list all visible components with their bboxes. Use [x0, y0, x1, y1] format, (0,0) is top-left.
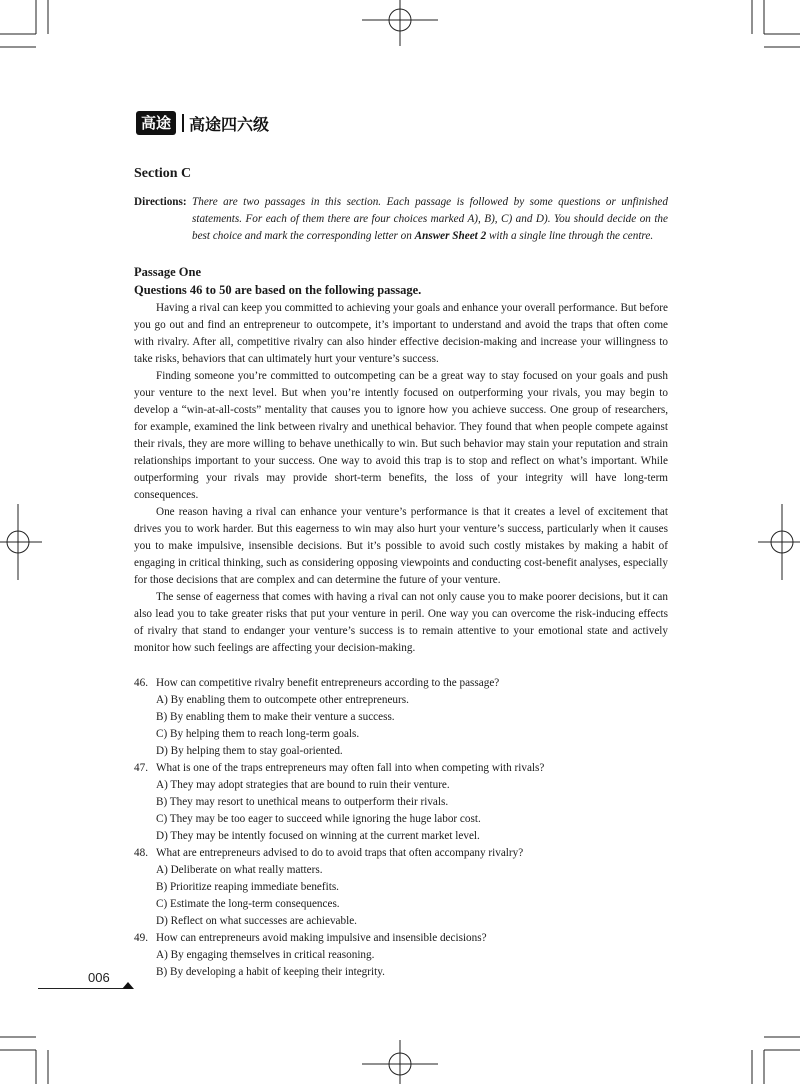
page-content: [134, 164, 668, 981]
directions-text-part: with a single line through the centre.: [486, 230, 654, 242]
option-d[interactable]: D) They may be intently focused on winning at the current market level.: [156, 830, 480, 842]
question-number: 48.: [134, 847, 148, 859]
passage-paragraph: Finding someone you’re committed to outcompeting can be a great way to stay focused on your goals and push your venture to the next level. But when you’re intently focused on outperforming your rivals, you may begin to develop a “win-at-all-costs” mentality that causes you to ignore how you achieve success. One group of researchers, for example, examined the link between rivalry and unethical behavior. They found that when people compete against their rivals, they are more willing to behave unethically to win. But such behavior may stain your reputation and strain relationships important to your success. One way to avoid this trap is to stop and reflect on what’s important. While outperforming your rivals may provide short-term benefits, the loss of your integrity will have long-term consequences.: [134, 370, 668, 501]
header-divider: [182, 114, 184, 132]
question-47: [134, 760, 668, 777]
question-text: How can competitive rivalry benefit entrepreneurs according to the passage?: [156, 677, 500, 689]
option-a[interactable]: A) Deliberate on what really matters.: [156, 864, 323, 876]
option-b[interactable]: B) By enabling them to make their venture a success.: [156, 711, 395, 723]
question-text: How can entrepreneurs avoid making impulsive and insensible decisions?: [156, 932, 487, 944]
option-b[interactable]: B) By developing a habit of keeping their integrity.: [156, 966, 385, 978]
brand-title: 高途四六级: [189, 114, 270, 134]
option-c[interactable]: C) They may be too eager to succeed while ignoring the huge labor cost.: [156, 813, 481, 825]
brand-logo: 高途: [136, 111, 176, 135]
triangle-icon: [122, 982, 134, 989]
footer-rule: [38, 988, 124, 989]
option-c[interactable]: C) By helping them to reach long-term goals.: [156, 728, 360, 740]
option-d[interactable]: D) Reflect on what successes are achievable.: [156, 915, 357, 927]
directions: [134, 194, 668, 245]
page-footer: [38, 970, 133, 992]
passage-title: Passage One: [134, 265, 202, 279]
section-title: Section C: [134, 166, 192, 181]
directions-text-part: There are two passages in this section. Each passage is followed by some questions or unfinished statements. For each of them there are four choices marked A), B), C) and D). You should decide on the best choice and mark the corresponding letter on: [192, 196, 668, 242]
option-b[interactable]: B) Prioritize reaping immediate benefits.: [156, 881, 339, 893]
question-list: [134, 675, 668, 981]
question-text: What are entrepreneurs advised to do to avoid traps that often accompany rivalry?: [156, 847, 524, 859]
question-48: [134, 845, 668, 862]
passage-paragraph: The sense of eagerness that comes with having a rival can not only cause you to make poorer decisions, but it can also lead you to take greater risks that put your venture in peril. One way you can overcome the risk-inducing effects of rivalry that stand to endanger your venture’s success is to remain attentive to your emotional state and actively monitor how such feelings are affecting your decision-making.: [134, 591, 668, 654]
directions-text: [192, 194, 668, 245]
question-number: 49.: [134, 932, 148, 944]
option-b[interactable]: B) They may resort to unethical means to outperform their rivals.: [156, 796, 449, 808]
option-a[interactable]: A) By enabling them to outcompete other entrepreneurs.: [156, 694, 409, 706]
question-49: [134, 930, 668, 947]
questions-intro: Questions 46 to 50 are based on the following passage.: [134, 283, 422, 297]
option-a[interactable]: A) By engaging themselves in critical reasoning.: [156, 949, 375, 961]
answer-sheet-emphasis: Answer Sheet 2: [414, 230, 487, 242]
question-number: 46.: [134, 677, 148, 689]
question-46: [134, 675, 668, 692]
page-header: [136, 110, 269, 136]
passage-paragraph: Having a rival can keep you committed to achieving your goals and enhance your overall performance. But before you go out and find an entrepreneur to outcompete, it’s important to understand and avoid the traps that often come with rivalry. After all, competitive rivalry can also hinder effective decision-making and increase your willingness to take risks, behaviors that can ultimately hurt your venture’s success.: [134, 302, 668, 365]
question-text: What is one of the traps entrepreneurs may often fall into when competing with rivals?: [156, 762, 545, 774]
page-number: 006: [88, 970, 110, 985]
directions-label: Directions:: [134, 196, 187, 208]
option-a[interactable]: A) They may adopt strategies that are bound to ruin their venture.: [156, 779, 450, 791]
option-d[interactable]: D) By helping them to stay goal-oriented.: [156, 745, 343, 757]
passage-paragraph: One reason having a rival can enhance your venture’s performance is that it creates a level of excitement that drives you to work harder. But this eagerness to win may also hurt your venture’s success, particularly when it causes you to make impulsive, insensible decisions. But it’s possible to avoid such costly mistakes by making a habit of engaging in critical thinking, such as considering opposing viewpoints and conducting cost-benefit analyses, especially for those decisions that are complex and can determine the future of your venture.: [134, 506, 668, 586]
question-number: 47.: [134, 762, 148, 774]
option-c[interactable]: C) Estimate the long-term consequences.: [156, 898, 340, 910]
